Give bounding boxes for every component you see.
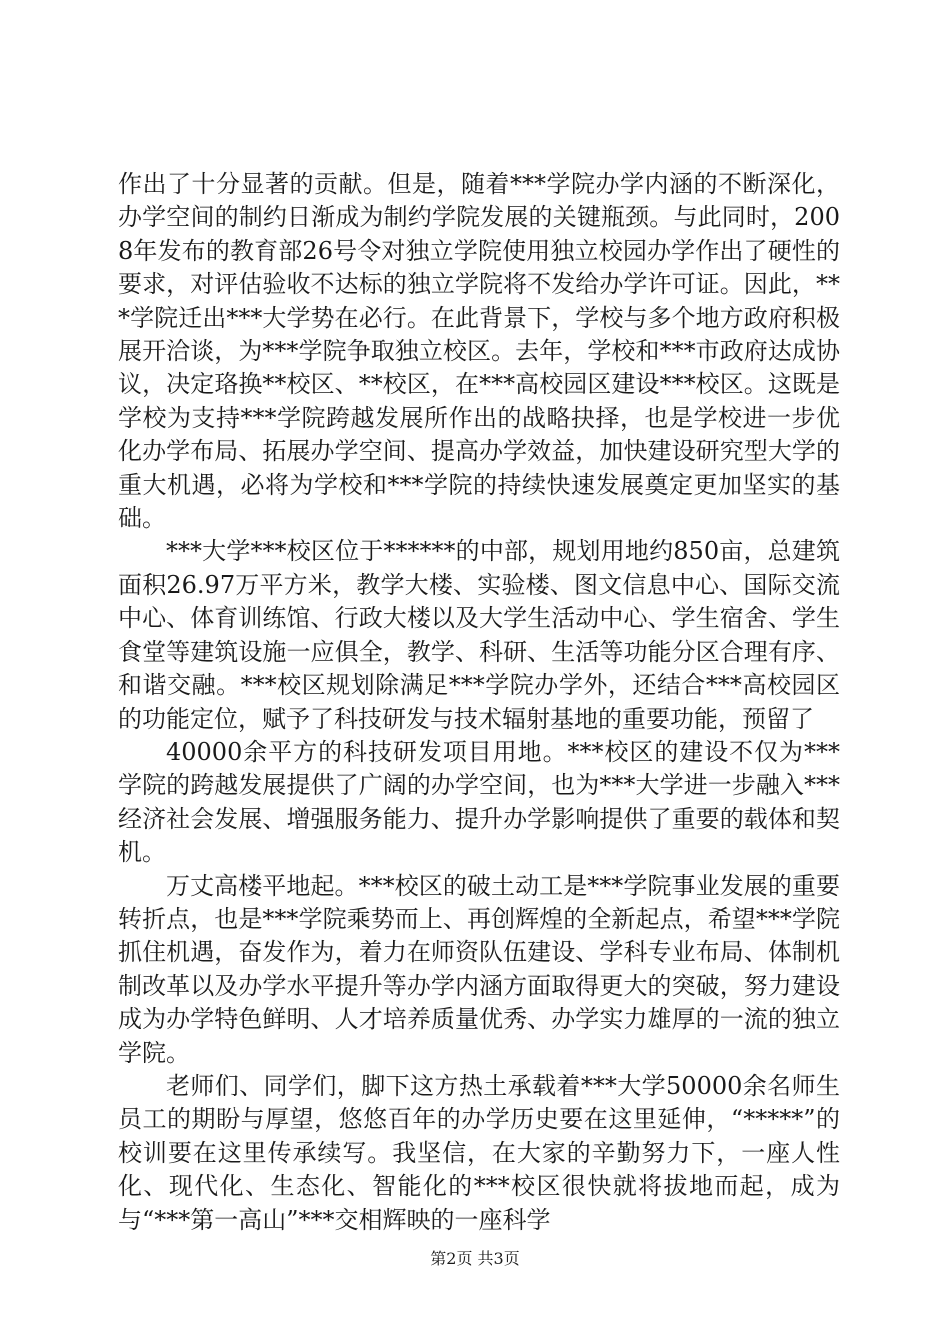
page-number-footer: 第2页 共3页 [430, 1249, 520, 1268]
document-body [118, 168, 840, 1237]
paragraph-campus-overview: ***大学***校区位于******的中部，规划用地约850亩，总建筑面积26.97万平方米，教学大楼、实验楼、图文信息中心、国际交流中心、体育训练馆、行政大楼以及大学生活动中心、学生宿舍、学生食堂等建筑设施一应俱全，教学、科研、生活等功能分区合理有序、和谐交融。***校区规划除满足***学院办学外，还结合***高校园区的功能定位，赋予了科技研发与技术辐射基地的重要功能，预留了 [118, 537, 840, 733]
paragraph-research-land: 40000余平方的科技研发项目用地。***校区的建设不仅为***学院的跨越发展提供了广阔的办学空间，也为***大学进一步融入***经济社会发展、增强服务能力、提升办学影响提供了重要的载体和契机。 [118, 737, 840, 867]
paragraph-continued: 作出了十分显著的贡献。但是，随着***学院办学内涵的不断深化，办学空间的制约日渐成为制约学院发展的关键瓶颈。与此同时，2008年发布的教育部26号令对独立学院使用独立校园办学作出了硬性的要求，对评估验收不达标的独立学院将不发给办学许可证。因此，***学院迁出***大学势在必行。在此背景下，学校与多个地方政府积极展开洽谈，为***学院争取独立校区。去年，学校和***市政府达成协议，决定珞换**校区、**校区，在***高校园区建设***校区。这既是学校为支持***学院跨越发展所作出的战略抉择，也是学校进一步优化办学布局、拓展办学空间、提高办学效益，加快建设研究型大学的重大机遇，必将为学校和***学院的持续快速发展奠定更加坚实的基础。 [118, 170, 840, 533]
paragraph-groundbreaking: 万丈高楼平地起。***校区的破土动工是***学院事业发展的重要转折点，也是***学院乘势而上、再创辉煌的全新起点，希望***学院抓住机遇，奋发作为，着力在师资队伍建设、学科专业布局、体制机制改革以及办学水平提升等办学内涵方面取得更大的突破，努力建设成为办学特色鲜明、人才培养质量优秀、办学实力雄厚的一流的独立学院。 [118, 871, 840, 1067]
paragraph-closing: 老师们、同学们，脚下这方热土承载着***大学50000余名师生员工的期盼与厚望，悠悠百年的办学历史要在这里延伸，“*****”的校训要在这里传承续写。我坚信，在大家的辛勤努力下，一座人性化、现代化、生态化、智能化的***校区很快就将拔地而起，成为与“***第一高山”***交相辉映的一座科学 [118, 1071, 840, 1234]
